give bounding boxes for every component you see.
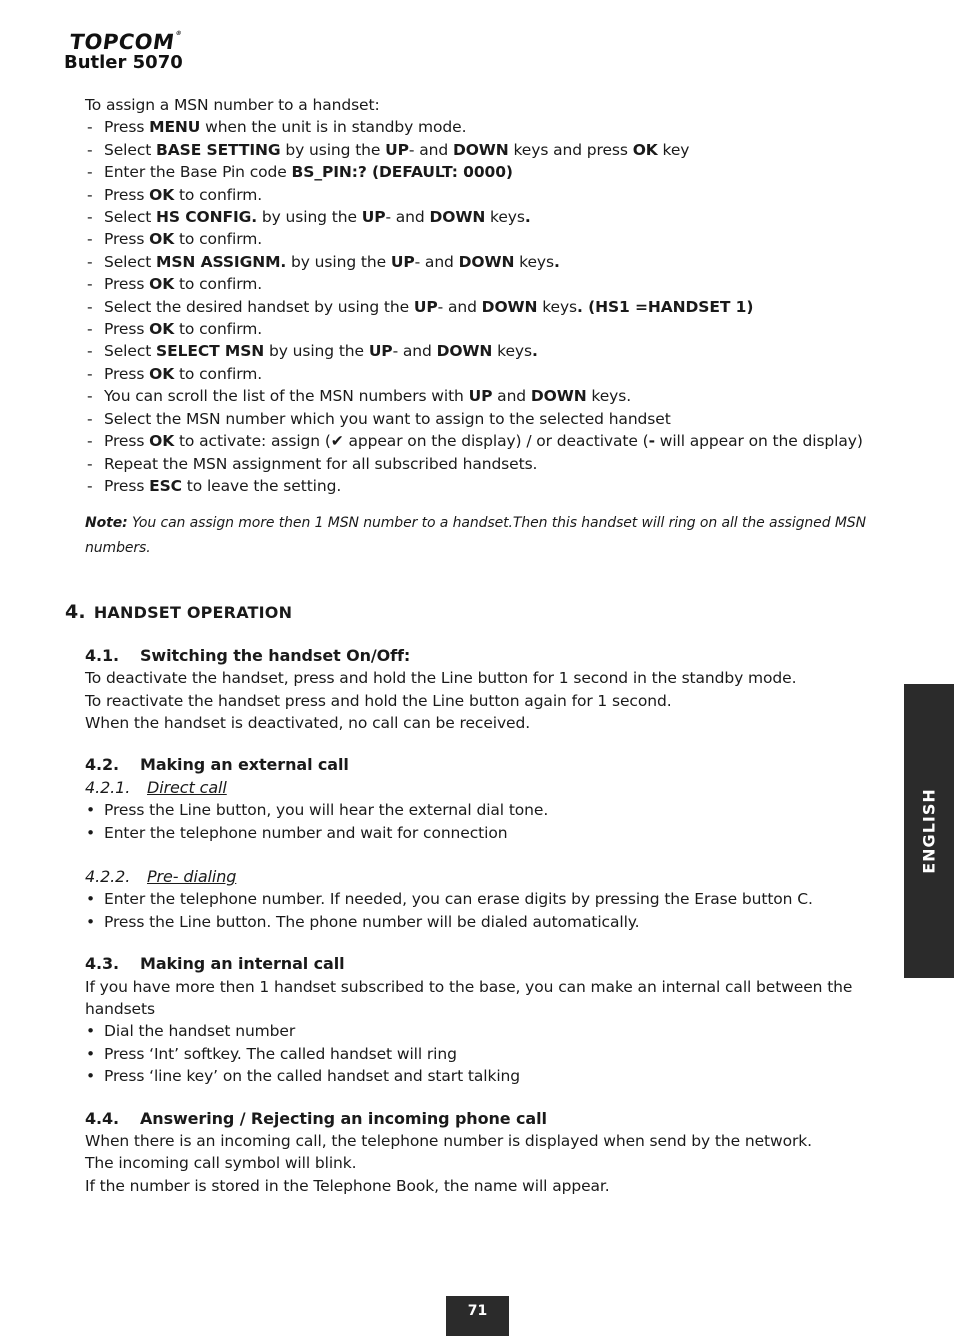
list-item: - Press OK to confirm. bbox=[85, 228, 875, 250]
language-tab: ENGLISH bbox=[904, 684, 954, 978]
paragraph: If you have more then 1 handset subscribed to the base, you can make an internal call between the handsets bbox=[85, 977, 853, 1018]
list-item: - Press OK to activate: assign (✔ appear on the display) / or deactivate (- will appear on the display) bbox=[85, 430, 875, 452]
list-item: - Press OK to confirm. bbox=[85, 363, 875, 385]
note-text: You can assign more then 1 MSN number to a handset.Then this handset will ring on all the assigned MSN numbers. bbox=[85, 515, 866, 557]
subsection-4-2-1-title: 4.2.1. Direct call bbox=[85, 777, 227, 797]
list-item: - Select MSN ASSIGNM. by using the UP- and DOWN keys. bbox=[85, 251, 875, 273]
internal-call-list bbox=[85, 1020, 875, 1087]
list-item: • Press the Line button. The phone number will be dialed automatically. bbox=[85, 911, 875, 933]
subsection-4-4-title: 4.4. Answering / Rejecting an incoming phone call bbox=[85, 1108, 547, 1128]
list-item: - Select the MSN number which you want to assign to the selected handset bbox=[85, 408, 875, 430]
section-title: 4. HANDSET OPERATION bbox=[65, 601, 293, 624]
list-item: - Select the desired handset by using the UP- and DOWN keys. (HS1 =HANDSET 1) bbox=[85, 296, 875, 318]
checkmark-icon: ✔ bbox=[330, 432, 344, 451]
paragraph-line: When there is an incoming call, the telephone number is displayed when send by the network. bbox=[85, 1132, 812, 1151]
pre-dialing-list bbox=[85, 888, 875, 933]
paragraph-line: When the handset is deactivated, no call can be received. bbox=[85, 713, 531, 732]
msn-intro: To assign a MSN number to a handset: bbox=[85, 96, 380, 114]
list-item: - Press ESC to leave the setting. bbox=[85, 475, 875, 497]
paragraph-line: If the number is stored in the Telephone Book, the name will appear. bbox=[85, 1176, 610, 1195]
list-item: - You can scroll the list of the MSN numbers with UP and DOWN keys. bbox=[85, 385, 875, 407]
list-item: - Enter the Base Pin code BS_PIN:? (DEFAULT: 0000) bbox=[85, 161, 875, 183]
paragraph-line: To reactivate the handset press and hold the Line button again for 1 second. bbox=[85, 691, 672, 710]
model-name: Butler 5070 bbox=[64, 52, 183, 73]
note-label: Note: bbox=[85, 515, 128, 532]
page-content bbox=[65, 94, 875, 1197]
subsection-4-2-2-title: 4.2.2. Pre- dialing bbox=[85, 866, 237, 886]
page-number: 71 bbox=[446, 1296, 509, 1336]
msn-steps bbox=[85, 116, 875, 497]
list-item: • Dial the handset number bbox=[85, 1020, 875, 1042]
list-item: - Select BASE SETTING by using the UP- and DOWN keys and press OK key bbox=[85, 139, 875, 161]
subsection-4-3-title: 4.3. Making an internal call bbox=[85, 954, 345, 974]
subsection-4-2-title: 4.2. Making an external call bbox=[85, 755, 349, 775]
list-item: - Select SELECT MSN by using the UP- and DOWN keys. bbox=[85, 340, 875, 362]
paragraph-line: To deactivate the handset, press and hold the Line button for 1 second in the standby mode. bbox=[85, 669, 797, 688]
subsection-4-1-title: 4.1. Switching the handset On/Off: bbox=[85, 645, 411, 665]
list-item: - Press OK to confirm. bbox=[85, 273, 875, 295]
list-item: • Press the Line button, you will hear the external dial tone. bbox=[85, 799, 875, 821]
list-item: • Press ‘Int’ softkey. The called handset will ring bbox=[85, 1043, 875, 1065]
list-item: - Select HS CONFIG. by using the UP- and DOWN keys. bbox=[85, 206, 875, 228]
note bbox=[85, 511, 875, 561]
list-item: - Press OK to confirm. bbox=[85, 318, 875, 340]
list-item: • Press ‘line key’ on the called handset and start talking bbox=[85, 1065, 875, 1087]
direct-call-list bbox=[85, 799, 875, 844]
list-item: • Enter the telephone number and wait for connection bbox=[85, 822, 875, 844]
list-item: - Repeat the MSN assignment for all subscribed handsets. bbox=[85, 453, 875, 475]
paragraph-line: The incoming call symbol will blink. bbox=[85, 1154, 357, 1173]
list-item: - Press MENU when the unit is in standby mode. bbox=[85, 116, 875, 138]
list-item: - Press OK to confirm. bbox=[85, 184, 875, 206]
list-item: • Enter the telephone number. If needed, you can erase digits by pressing the Erase button C. bbox=[85, 888, 875, 910]
brand-logo: TOPCOM® bbox=[68, 30, 183, 54]
